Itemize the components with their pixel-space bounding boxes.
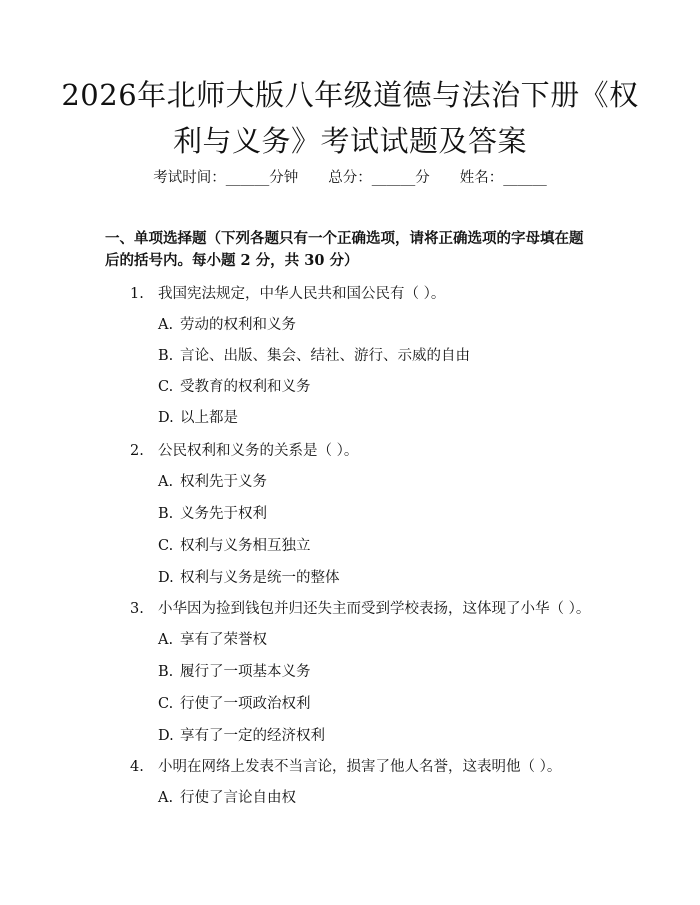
option-item <box>158 788 296 808</box>
document-title: 2026年北师大版八年级道德与法治下册《权利与义务》考试试题及答案 <box>61 78 639 158</box>
option-label: A. <box>158 790 174 806</box>
option-label: C. <box>158 696 174 712</box>
option-text: 以上都是 <box>180 410 238 426</box>
option-text: 权利与义务是统一的整体 <box>180 570 340 586</box>
option-item <box>158 568 340 588</box>
option-label: D. <box>158 410 174 426</box>
option-item <box>158 315 296 335</box>
section-heading: 一、单项选择题（下列各题只有一个正确选项，请将正确选项的字母填在题后的括号内。每小题 2 分，共 30 分） <box>105 230 584 269</box>
option-text: 受教育的权利和义务 <box>180 379 311 395</box>
option-item <box>158 536 311 556</box>
exam-info-line <box>0 168 700 188</box>
option-label: C. <box>158 379 174 395</box>
time-unit: 分钟 <box>269 170 299 186</box>
option-text: 权利先于义务 <box>180 474 267 490</box>
name-label: 姓名： <box>459 170 504 186</box>
option-item <box>158 346 470 366</box>
question-3 <box>130 599 590 619</box>
option-item <box>158 504 267 524</box>
option-text: 履行了一项基本义务 <box>180 664 311 680</box>
option-item <box>158 694 311 714</box>
option-item <box>158 662 311 682</box>
option-item <box>158 726 325 746</box>
option-text: 享有了荣誉权 <box>180 632 267 648</box>
question-number: 1. <box>130 286 144 302</box>
question-1 <box>130 284 445 304</box>
question-text: 公民权利和义务的关系是（ ）。 <box>158 443 359 459</box>
time-blank: ______ <box>225 170 270 186</box>
option-text: 义务先于权利 <box>180 506 267 522</box>
option-text: 行使了一项政治权利 <box>180 696 311 712</box>
option-text: 行使了言论自由权 <box>180 790 296 806</box>
option-text: 言论、出版、集会、结社、游行、示威的自由 <box>180 348 470 364</box>
question-number: 2. <box>130 443 144 459</box>
option-text: 享有了一定的经济权利 <box>180 728 325 744</box>
option-item <box>158 472 267 492</box>
option-text: 劳动的权利和义务 <box>180 317 296 333</box>
option-item <box>158 408 238 428</box>
option-label: B. <box>158 348 174 364</box>
option-label: A. <box>158 632 174 648</box>
question-text: 小明在网络上发表不当言论，损害了他人名誉，这表明他（ ）。 <box>158 759 562 775</box>
option-label: B. <box>158 506 174 522</box>
time-label: 考试时间： <box>153 170 226 186</box>
question-text: 我国宪法规定，中华人民共和国公民有（ ）。 <box>158 286 446 302</box>
option-item <box>158 377 311 397</box>
question-number: 3. <box>130 601 144 617</box>
option-label: A. <box>158 317 174 333</box>
question-2 <box>130 441 358 461</box>
option-label: D. <box>158 728 174 744</box>
option-label: C. <box>158 538 174 554</box>
name-blank: ______ <box>503 170 547 186</box>
option-item <box>158 630 267 650</box>
question-text: 小华因为捡到钱包并归还失主而受到学校表扬，这体现了小华（ ）。 <box>158 601 591 617</box>
score-unit: 分 <box>415 170 430 186</box>
score-blank: ______ <box>371 170 416 186</box>
question-4 <box>130 757 561 777</box>
option-text: 权利与义务相互独立 <box>180 538 311 554</box>
score-label: 总分： <box>328 170 372 186</box>
option-label: B. <box>158 664 174 680</box>
option-label: D. <box>158 570 174 586</box>
option-label: A. <box>158 474 174 490</box>
question-number: 4. <box>130 759 144 775</box>
